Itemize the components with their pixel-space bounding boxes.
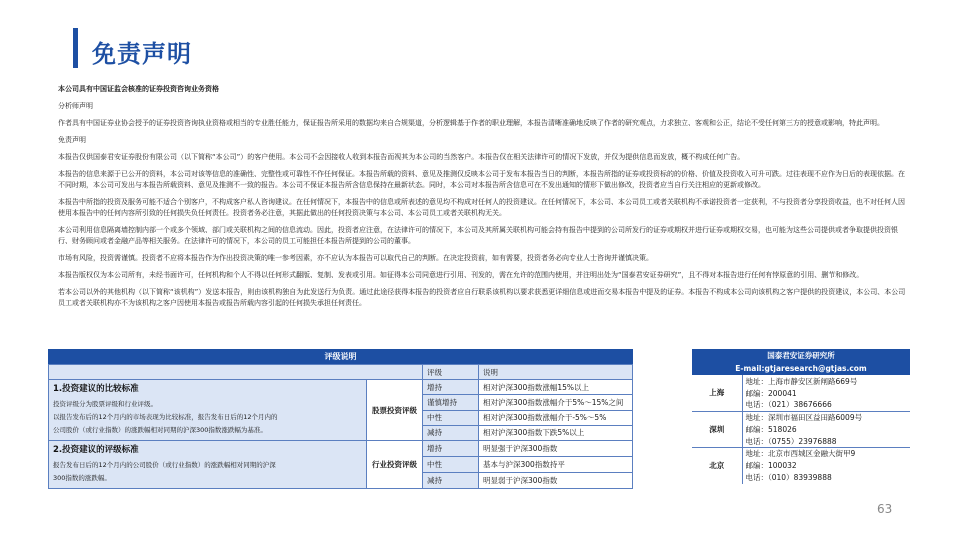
rating-desc: 相对沪深300指数涨幅15%以上 [479, 380, 633, 395]
contact-table [692, 375, 910, 484]
contact-header [692, 349, 910, 375]
office-phone: 电话：（0755）23976888 [745, 436, 837, 446]
title-accent-bar [73, 28, 78, 68]
col-desc-header: 说明 [479, 365, 633, 380]
disclaimer-paragraph: 市场有风险，投资需谨慎。投资者不应将本报告作为作出投资决策的唯一参考因素，亦不应认为本报告可以取代自己的判断。在决定投资前，如有需要，投资者务必向专业人士咨询并谨慎决策。 [58, 254, 653, 262]
rating-header: 评级说明 [48, 349, 633, 364]
rating-desc: 明显弱于沪深300指数 [479, 473, 633, 489]
rating-label: 增持 [423, 441, 479, 457]
rating-label: 减持 [423, 425, 479, 440]
analyst-heading: 分析师声明 [58, 102, 93, 110]
office-city: 北京 [692, 448, 742, 484]
comparison-standard: 1.投资建议的比较标准 投资评级分为股票评级和行业评级。 以报告发布后的12个月内的市场表现为比较标准，报告发布日后的12个月内的 公司股价（或行业指数）的涨跌幅相对同期的沪深300指数涨跌幅为基准。 [49, 380, 367, 441]
stock-rating-group: 股票投资评级 [367, 380, 423, 441]
rating-label: 减持 [423, 473, 479, 489]
disclaimer-paragraph: 本报告的信息来源于已公开的资料，本公司对该等信息的准确性、完整性或可靠性不作任何保证。本报告所载的资料、意见及推测仅反映本公司于发布本报告当日的判断，本报告所指的证券或投资标的的价格、价值及投资收入可升可跌。过往表现不应作为日后的表现依据。在不同时期，本公司可发出与本报告所载资料、意见及推测不一致的报告。本公司不保证本报告所含信息保持在最新状态。同时，本公司对本报告所含信息可在不发出通知的情形下做出修改，投资者应当自行关注相应的更新或修改。 [58, 170, 905, 189]
disclaimer-heading: 免责声明 [58, 136, 86, 144]
office-postcode: 邮编：200041 [745, 388, 797, 398]
qualification-statement: 本公司具有中国证监会核准的证券投资咨询业务资格 [58, 85, 219, 93]
disclaimer-paragraph: 本报告仅供国泰君安证券股份有限公司（以下简称“本公司”）的客户使用。本公司不会因接收人收到本报告而视其为本公司的当然客户。本报告仅在相关法律许可的情况下发放，并仅为提供信息而发放，概不构成任何广告。 [58, 153, 745, 161]
rating-label: 中性 [423, 410, 479, 425]
disclaimer-paragraph: 本报告中所指的投资及服务可能不适合个别客户，不构成客户私人咨询建议。在任何情况下，本报告中的信息或所表述的意见均不构成对任何人的投资建议。在任何情况下，本公司、本公司员工或者关联机构不承诺投资者一定获利，不与投资者分享投资收益，也不对任何人因使用本报告中的任何内容所引致的任何损失负任何责任。投资者务必注意，其据此做出的任何投资决策与本公司、本公司员工或者关联机构无关。 [58, 198, 905, 217]
page-number: 63 [877, 502, 893, 516]
rating-table [48, 364, 633, 489]
office-address: 地址：上海市静安区新闸路669号 [745, 376, 858, 386]
rating-desc: 相对沪深300指数下跌5%以上 [479, 425, 633, 440]
rating-desc: 相对沪深300指数涨幅介于5%～15%之间 [479, 395, 633, 410]
org-email: E-mail:gtjaresearch@gtjas.com [735, 364, 867, 373]
disclaimer-body [58, 84, 910, 315]
contact-info [692, 349, 910, 484]
disclaimer-paragraph: 本公司利用信息隔离墙控制内部一个或多个领域、部门或关联机构之间的信息流动。因此，投资者应注意，在法律许可的情况下，本公司及其所属关联机构可能会持有报告中提到的公司所发行的证券或期权并进行证券或期权交易，也可能为这些公司提供或者争取提供投资银行、财务顾问或者金融产品等相关服务。在法律许可的情况下，本公司的员工可能担任本报告所提到的公司的董事。 [58, 226, 898, 245]
disclaimer-paragraph: 若本公司以外的其他机构（以下简称“该机构”）发送本报告，则由该机构独自为此发送行为负责。通过此途径获得本报告的投资者应自行联系该机构以要求获悉更详细信息或进而交易本报告中提及的证券。本报告不构成本公司向该机构之客户提供的投资建议，本公司、本公司员工或者关联机构亦不为该机构之客户因使用本报告或报告所载内容引起的任何损失承担任何责任。 [58, 288, 906, 307]
office-city: 上海 [692, 375, 742, 411]
org-name: 国泰君安证券研究所 [767, 351, 835, 360]
industry-rating-group: 行业投资评级 [367, 441, 423, 489]
office-address: 地址：深圳市福田区益田路6009号 [742, 411, 910, 423]
col-rating-header: 评级 [423, 365, 479, 380]
rating-label: 谨慎增持 [423, 395, 479, 410]
rating-desc: 基本与沪深300指数持平 [479, 457, 633, 473]
office-phone: 电话：（021）38676666 [745, 400, 832, 410]
rating-desc: 相对沪深300指数涨幅介于-5%～5% [479, 410, 633, 425]
rating-desc: 明显强于沪深300指数 [479, 441, 633, 457]
page-title: 免责声明 [92, 40, 192, 68]
rating-standard: 2.投资建议的评级标准 报告发布日后的12个月内的公司股价（或行业指数）的涨跌幅相对同期的沪深 300指数的涨跌幅。 [49, 441, 367, 489]
rating-label: 中性 [423, 457, 479, 473]
rating-label: 增持 [423, 380, 479, 395]
disclaimer-paragraph: 本报告版权仅为本公司所有，未经书面许可，任何机构和个人不得以任何形式翻版、复制、发表或引用。如征得本公司同意进行引用、刊发的，需在允许的范围内使用，并注明出处为“国泰君安证券研究”，且不得对本报告进行任何有悖原意的引用、删节和修改。 [58, 271, 864, 279]
analyst-statement: 作者具有中国证券业协会授予的证券投资咨询执业资格或相当的专业胜任能力，保证报告所采用的数据均来自合规渠道，分析逻辑基于作者的职业理解，本报告清晰准确地反映了作者的研究观点，力求独立、客观和公正，结论不受任何第三方的授意或影响，特此声明。 [58, 119, 884, 127]
rating-explanation-table [48, 349, 633, 489]
office-postcode: 邮编：518026 [745, 424, 797, 434]
office-city: 深圳 [692, 411, 742, 447]
office-address: 地址：北京市西城区金融大街甲9 [742, 448, 910, 460]
office-phone: 电话：（010）83939888 [745, 473, 832, 483]
office-postcode: 邮编：100032 [745, 461, 797, 471]
